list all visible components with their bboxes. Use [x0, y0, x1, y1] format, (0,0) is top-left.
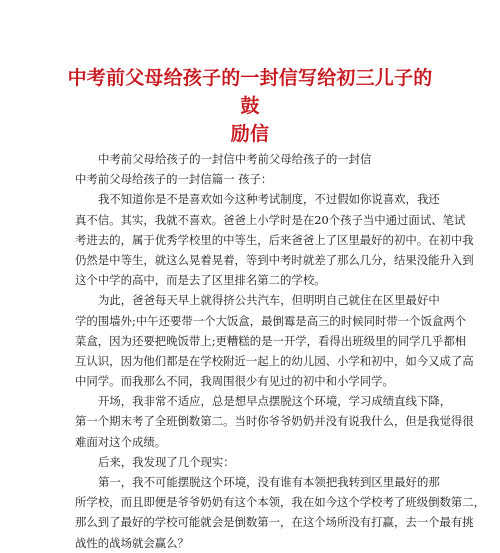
body-line: 菜盒，因为还要把晚饭带上;更糟糕的是一开学，看得出班级里的同学几乎都相	[75, 333, 467, 348]
body-line: 这个中学的高中，而是去了区里排名第二的学校。	[75, 273, 326, 288]
body-line: 考进去的，属于优秀学校里的中等生，后来爸爸上了区里最好的初中。在初中我	[75, 232, 474, 247]
body-line: 为此，爸爸每天早上就得挤公共汽车，但明明自己就住在区里最好中	[98, 293, 440, 308]
body-line: 第一个期末考了全班倒数第二。当时你爷爷奶奶并没有说我什么，但是我觉得很	[75, 414, 474, 429]
body-line: 开场，我非常不适应，总是想早点摆脱这个环境，学习成绩直线下降，	[98, 394, 452, 409]
document-title	[60, 64, 440, 148]
body-line: 中同学。而我那么不同，我周围很少有见过的初中和小学同学。	[75, 374, 394, 389]
title-line-2: 励信	[230, 123, 270, 145]
body-line: 仍然是中等生，就这么晃着晃着，等到中考时就差了那么几分，结果没能升入到	[75, 252, 474, 267]
body-line: 后来，我发现了几个现实：	[98, 454, 235, 469]
body-line: 互认识，因为他们都是在学校附近一起上的幼儿园、小学和初中，如今又成了高	[75, 353, 474, 368]
body-line: 战性的战场就会赢么？	[75, 535, 189, 550]
body-line: 第一，我不可能摆脱这个环境，没有谁有本领把我转到区里最好的那	[98, 475, 440, 489]
document-body	[75, 149, 486, 553]
body-line: 我不知道你是不是喜欢如今这种考试制度，不过假如你说喜欢，我还	[98, 192, 440, 207]
body-line: 真不信。其实，我就不喜欢。爸爸上小学时是在20个孩子当中通过面试、笔试	[75, 212, 466, 227]
body-line: 难面对这个成绩。	[75, 434, 167, 449]
body-line: 中考前父母给孩子的一封信中考前父母给孩子的一封信	[98, 152, 372, 166]
body-line: 所学校，而且即便是爷爷奶奶有这个本领，我在如今这个学校考了班级倒数第二，	[75, 495, 486, 510]
body-line: 那么到了最好的学校可能就会是倒数第一，在这个场所没有打赢，去一个最有挑	[75, 515, 474, 530]
body-line: 学的围墙外;中午还要带一个大饭盒，最倒霉是高三的时候同时带一个饭盒两个	[75, 313, 467, 328]
title-line-1: 中考前父母给孩子的一封信写给初三儿子的鼓	[67, 67, 433, 117]
body-line: 中考前父母给孩子的一封信篇一 孩子：	[75, 172, 273, 187]
